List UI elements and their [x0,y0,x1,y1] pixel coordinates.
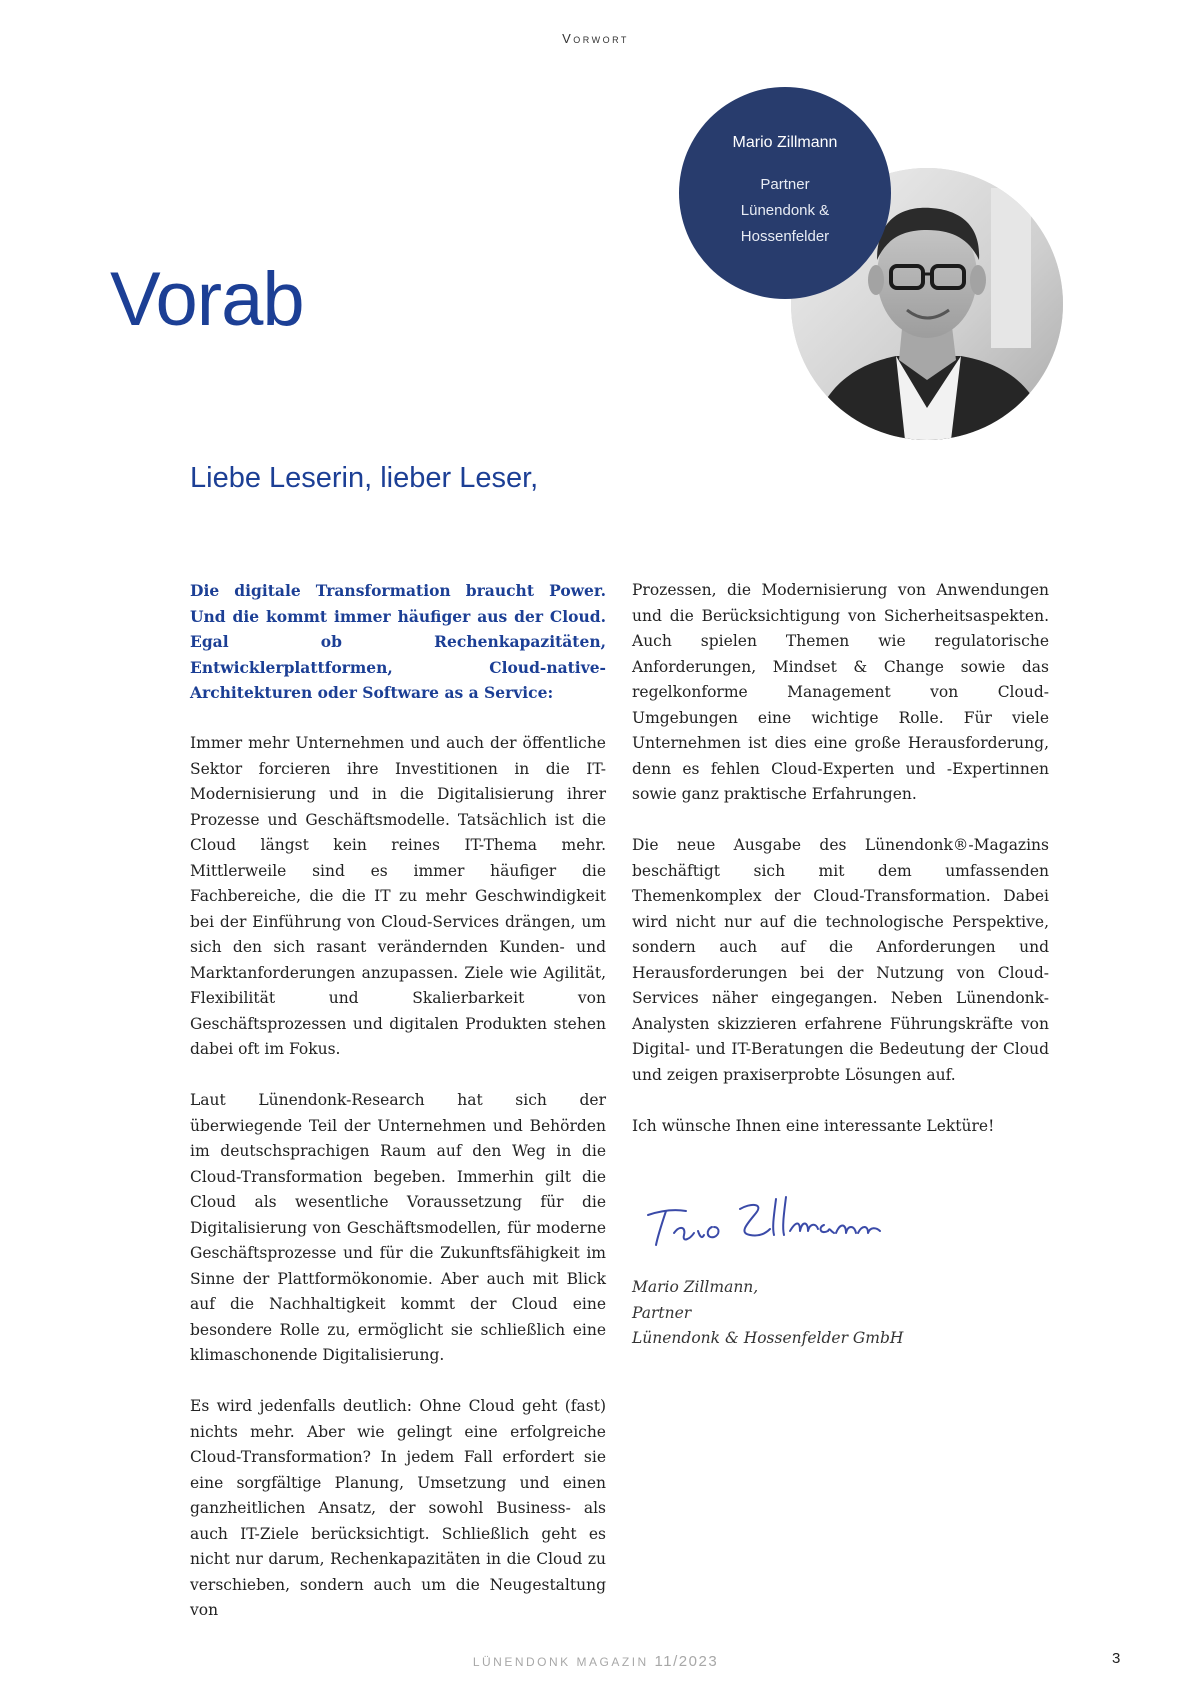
greeting: Liebe Leserin, lieber Leser, [190,462,539,494]
page-number: 3 [1112,1650,1121,1667]
author-role-line: Partner [760,176,810,193]
section-label: Vorwort [562,31,629,46]
author-name: Mario Zillmann [732,134,838,151]
text-column-left [190,578,606,1649]
footer [0,1653,1191,1670]
signature-name: Mario Zillmann, [632,1278,759,1296]
signature-role: Partner [632,1303,692,1322]
page-title: Vorab [110,257,304,342]
signature-company: Lünendonk & Hossenfelder GmbH [632,1329,904,1347]
signature-block [632,1275,903,1352]
closing-line: Ich wünsche Ihnen eine interessante Lektüre! [632,1116,995,1135]
lead-paragraph: Die digitale Transformation braucht Power. Und die kommt immer häufiger aus der Cloud. Egal ob Rechenkapazitäten, Entwicklerplattformen, Cloud-native-Architekturen oder Software as a Service: [190,581,606,702]
body-paragraph: Laut Lünendonk-Research hat sich der überwiegende Teil der Unternehmen und Behörden im deutschsprachigen Raum auf den Weg in die Cloud-Transformation begeben. Immerhin gilt die Cloud als wesentliche Voraussetzung für die Digitalisierung von Geschäftsmodellen, für moderne Geschäftsprozesse und für die Zukunftsfähigkeit im Sinne der Plattformökonomie. Aber auch mit Blick auf die Nachhaltigkeit kommt der Cloud eine besondere Rolle zu, ermöglicht sie schließlich eine klimaschonende Digitalisierung. [190,1091,606,1364]
footer-issue: 11/2023 [654,1653,719,1670]
body-paragraph: Immer mehr Unternehmen und auch der öffentliche Sektor forcieren ihre Investitionen in die IT-Modernisierung und in die Digitalisierung ihrer Prozesse und Geschäftsmodelle. Tatsächlich ist die Cloud längst kein reines IT-Thema mehr. Mittlerweile sind es immer häufiger die Fachbereiche, die die IT zu mehr Geschwindigkeit bei der Einführung von Cloud-Services drängen, um sich den sich rasant verändernden Kunden- und Marktanforderungen anzupassen. Ziele wie Agilität, Flexibilität und Skalierbarkeit von Geschäftsprozessen und digitalen Produkten stehen dabei oft im Fokus. [190,734,606,1058]
handwritten-signature [640,1175,910,1255]
author-role [679,172,891,250]
author-role-line: Lünendonk & [740,202,830,219]
author-name-badge [679,87,891,299]
body-paragraph: Es wird jedenfalls deutlich: Ohne Cloud geht (fast) nichts mehr. Aber wie gelingt eine erfolgreiche Cloud-Transformation? In jedem Fall erfordert sie eine sorgfältige Planung, Umsetzung und einen ganzheitlichen Ansatz, der sowohl Business- als auch IT-Ziele berücksichtigt. Schließlich geht es nicht nur darum, Rechenkapazitäten in die Cloud zu verschieben, sondern auch um die Neugestaltung von [190,1397,606,1619]
footer-magazine: LÜNENDONK MAGAZIN [472,1655,649,1669]
text-column-right [632,578,1049,1165]
author-role-line: Hossenfelder [740,228,830,245]
body-paragraph: Die neue Ausgabe des Lünendonk®-Magazins beschäftigt sich mit dem umfassenden Themenkomplex der Cloud-Transformation. Dabei wird nicht nur auf die technologische Perspektive, sondern auch auf die Anforderungen und Herausforderungen bei der Nutzung von Cloud-Services näher eingegangen. Neben Lünendonk-Analysten skizzieren erfahrene Führungskräfte von Digital- und IT-Beratungen die Bedeutung der Cloud und zeigen praxiserprobte Lösungen auf. [632,836,1049,1084]
body-paragraph: Prozessen, die Modernisierung von Anwendungen und die Berücksichtigung von Sicherheitsaspekten. Auch spielen Themen wie regulatorische Anforderungen, Mindset & Change sowie das regelkonforme Management von Cloud-Umgebungen eine wichtige Rolle. Für viele Unternehmen ist dies eine große Herausforderung, denn es fehlen Cloud-Experten und -Expertinnen sowie ganz praktische Erfahrungen. [632,581,1049,803]
